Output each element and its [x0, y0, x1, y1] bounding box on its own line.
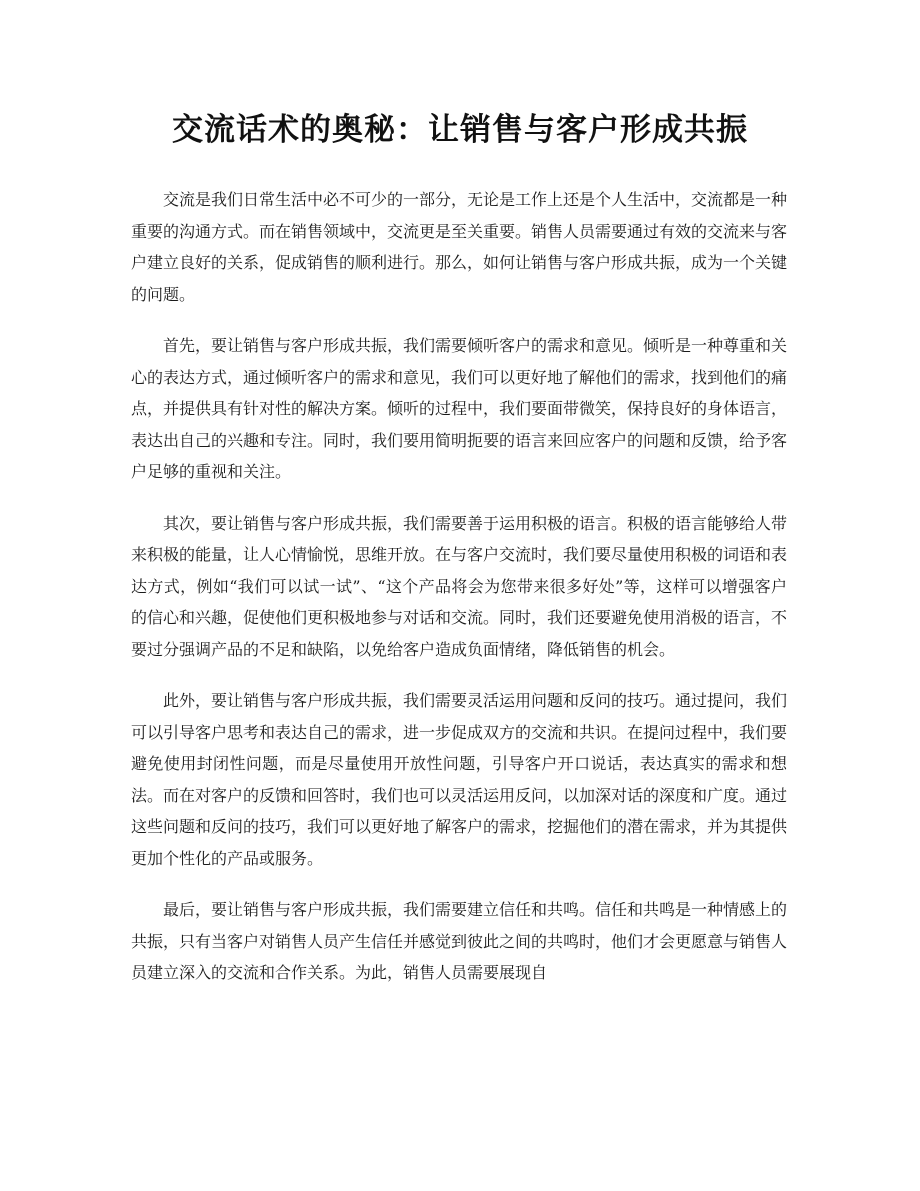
paragraph-1: 交流是我们日常生活中必不可少的一部分，无论是工作上还是个人生活中，交流都是一种重要的沟通方式。而在销售领域中，交流更是至关重要。销售人员需要通过有效的交流来与客户建立良好的关系，促成销售的顺利进行。那么，如何让销售与客户形成共振，成为一个关键的问题。 [131, 190, 788, 304]
document-title: 交流话术的奥秘：让销售与客户形成共振 [172, 112, 748, 148]
paragraph-5: 最后，要让销售与客户形成共振，我们需要建立信任和共鸣。信任和共鸣是一种情感上的共振，只有当客户对销售人员产生信任并感觉到彼此之间的共鸣时，他们才会更愿意与销售人员建立深入的交流和合作关系。为此，销售人员需要展现自 [131, 900, 788, 982]
paragraph-2: 首先，要让销售与客户形成共振，我们需要倾听客户的需求和意见。倾听是一种尊重和关心的表达方式，通过倾听客户的需求和意见，我们可以更好地了解他们的需求，找到他们的痛点，并提供具有针对性的解决方案。倾听的过程中，我们要面带微笑，保持良好的身体语言，表达出自己的兴趣和专注。同时，我们要用简明扼要的语言来回应客户的问题和反馈，给予客户足够的重视和关注。 [131, 336, 788, 481]
paragraph-4: 此外，要让销售与客户形成共振，我们需要灵活运用问题和反问的技巧。通过提问，我们可以引导客户思考和表达自己的需求，进一步促成双方的交流和共识。在提问过程中，我们要避免使用封闭性问题，而是尽量使用开放性问题，引导客户开口说话，表达真实的需求和想法。而在对客户的反馈和回答时，我们也可以灵活运用反问，以加深对话的深度和广度。通过这些问题和反问的技巧，我们可以更好地了解客户的需求，挖掘他们的潜在需求，并为其提供更加个性化的产品或服务。 [131, 691, 788, 868]
paragraph-3: 其次，要让销售与客户形成共振，我们需要善于运用积极的语言。积极的语言能够给人带来积极的能量，让人心情愉悦，思维开放。在与客户交流时，我们要尽量使用积极的词语和表达方式，例如“我们可以试一试”、“这个产品将会为您带来很多好处”等，这样可以增强客户的信心和兴趣，促使他们更积极地参与对话和交流。同时，我们还要避免使用消极的语言，不要过分强调产品的不足和缺陷，以免给客户造成负面情绪，降低销售的机会。 [131, 513, 788, 659]
document-body [131, 184, 787, 1009]
